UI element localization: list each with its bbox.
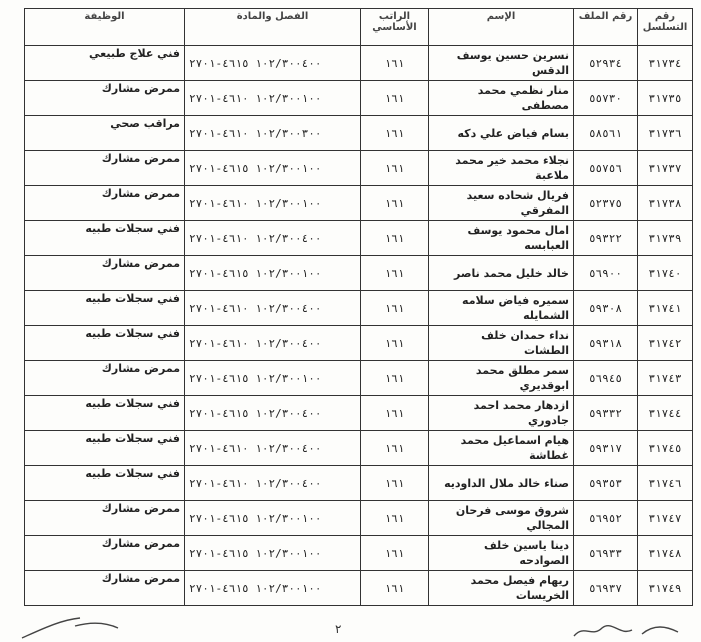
signature-scribble-left bbox=[20, 612, 120, 642]
cell-job: ممرض مشارك bbox=[25, 361, 185, 396]
cell-job: ممرض مشارك bbox=[25, 501, 185, 536]
cell-file-no: ٥٩٣٣٢ bbox=[574, 396, 638, 431]
table-row bbox=[25, 256, 693, 291]
cell-file-no: ٥٥٧٣٠ bbox=[574, 81, 638, 116]
cell-section: ١٠٢/٣٠٠٤٠٠ ٤٦١٠-٢٧٠١ bbox=[185, 431, 361, 466]
cell-name: بسام فياض علي دكه bbox=[429, 116, 574, 151]
cell-salary: ١٦١ bbox=[361, 466, 429, 501]
cell-section: ١٠٢/٣٠٠١٠٠ ٤٦١٥-٢٧٠١ bbox=[185, 151, 361, 186]
cell-salary: ١٦١ bbox=[361, 571, 429, 606]
table-row bbox=[25, 46, 693, 81]
cell-file-no: ٥٢٣٧٥ bbox=[574, 186, 638, 221]
header-row bbox=[25, 9, 693, 46]
cell-name: سمر مطلق محمد ابوقديري bbox=[429, 361, 574, 396]
cell-file-no: ٥٩٣١٨ bbox=[574, 326, 638, 361]
cell-job: ممرض مشارك bbox=[25, 536, 185, 571]
cell-file-no: ٥٢٩٣٤ bbox=[574, 46, 638, 81]
cell-serial: ٣١٧٤٠ bbox=[638, 256, 693, 291]
cell-serial: ٣١٧٤٤ bbox=[638, 396, 693, 431]
cell-file-no: ٥٦٩٤٥ bbox=[574, 361, 638, 396]
cell-salary: ١٦١ bbox=[361, 396, 429, 431]
cell-section: ١٠٢/٣٠٠٤٠٠ ٤٦١٠-٢٧٠١ bbox=[185, 221, 361, 256]
cell-file-no: ٥٦٩٣٧ bbox=[574, 571, 638, 606]
table-row bbox=[25, 396, 693, 431]
cell-salary: ١٦١ bbox=[361, 151, 429, 186]
table-row bbox=[25, 361, 693, 396]
cell-serial: ٣١٧٤٥ bbox=[638, 431, 693, 466]
cell-salary: ١٦١ bbox=[361, 361, 429, 396]
cell-name: ريهام فيصل محمد الخريسات bbox=[429, 571, 574, 606]
cell-section: ١٠٢/٣٠٠٤٠٠ ٤٦١٠-٢٧٠١ bbox=[185, 466, 361, 501]
employee-table bbox=[24, 8, 693, 606]
cell-name: شروق موسى فرحان المجالي bbox=[429, 501, 574, 536]
cell-serial: ٣١٧٣٩ bbox=[638, 221, 693, 256]
header-section: الفصل والمادة bbox=[185, 9, 361, 46]
table-row bbox=[25, 571, 693, 606]
cell-job: فني سجلات طبيه bbox=[25, 466, 185, 501]
cell-salary: ١٦١ bbox=[361, 186, 429, 221]
cell-section: ١٠٢/٣٠٠٤٠٠ ٤٦١٠-٢٧٠١ bbox=[185, 291, 361, 326]
header-serial: رقم التسلسل bbox=[638, 9, 693, 46]
cell-serial: ٣١٧٣٥ bbox=[638, 81, 693, 116]
table-body bbox=[25, 46, 693, 606]
table-row bbox=[25, 326, 693, 361]
cell-job: ممرض مشارك bbox=[25, 571, 185, 606]
cell-job: مراقب صحي bbox=[25, 116, 185, 151]
table-row bbox=[25, 81, 693, 116]
cell-job: فني سجلات طبيه bbox=[25, 326, 185, 361]
cell-section: ١٠٢/٣٠٠٤٠٠ ٤٦١٥-٢٧٠١ bbox=[185, 46, 361, 81]
cell-salary: ١٦١ bbox=[361, 431, 429, 466]
cell-serial: ٣١٧٣٦ bbox=[638, 116, 693, 151]
cell-name: نداء حمدان خلف الطشات bbox=[429, 326, 574, 361]
cell-name: نسرين حسين يوسف الدقس bbox=[429, 46, 574, 81]
cell-job: فني سجلات طبيه bbox=[25, 291, 185, 326]
cell-job: ممرض مشارك bbox=[25, 186, 185, 221]
cell-name: نجلاء محمد خير محمد ملاعبة bbox=[429, 151, 574, 186]
cell-file-no: ٥٩٣٥٣ bbox=[574, 466, 638, 501]
cell-serial: ٣١٧٤٦ bbox=[638, 466, 693, 501]
header-salary: الراتب الأساسي bbox=[361, 9, 429, 46]
cell-section: ١٠٢/٣٠٠١٠٠ ٤٦١٥-٢٧٠١ bbox=[185, 501, 361, 536]
table-row bbox=[25, 501, 693, 536]
cell-salary: ١٦١ bbox=[361, 536, 429, 571]
cell-salary: ١٦١ bbox=[361, 326, 429, 361]
cell-section: ١٠٢/٣٠٠٣٠٠ ٤٦١٠-٢٧٠١ bbox=[185, 116, 361, 151]
table-row bbox=[25, 536, 693, 571]
cell-section: ١٠٢/٣٠٠١٠٠ ٤٦١٥-٢٧٠١ bbox=[185, 256, 361, 291]
cell-job: ممرض مشارك bbox=[25, 151, 185, 186]
cell-section: ١٠٢/٣٠٠٤٠٠ ٤٦١٠-٢٧٠١ bbox=[185, 326, 361, 361]
cell-job: ممرض مشارك bbox=[25, 256, 185, 291]
cell-serial: ٣١٧٣٨ bbox=[638, 186, 693, 221]
cell-file-no: ٥٦٩٠٠ bbox=[574, 256, 638, 291]
cell-section: ١٠٢/٣٠٠١٠٠ ٤٦١٠-٢٧٠١ bbox=[185, 186, 361, 221]
cell-job: فني سجلات طبيه bbox=[25, 396, 185, 431]
cell-serial: ٣١٧٤٣ bbox=[638, 361, 693, 396]
cell-file-no: ٥٦٩٣٣ bbox=[574, 536, 638, 571]
table-row bbox=[25, 431, 693, 466]
page-number: ٢ bbox=[335, 622, 342, 636]
table-row bbox=[25, 116, 693, 151]
cell-section: ١٠٢/٣٠٠١٠٠ ٤٦١٥-٢٧٠١ bbox=[185, 571, 361, 606]
cell-job: ممرض مشارك bbox=[25, 81, 185, 116]
cell-name: سميره فياض سلامه الشمايله bbox=[429, 291, 574, 326]
cell-serial: ٣١٧٤٩ bbox=[638, 571, 693, 606]
cell-job: فني سجلات طبيه bbox=[25, 431, 185, 466]
cell-file-no: ٥٩٣١٧ bbox=[574, 431, 638, 466]
cell-name: هيام اسماعيل محمد غطاشة bbox=[429, 431, 574, 466]
table-row bbox=[25, 291, 693, 326]
cell-salary: ١٦١ bbox=[361, 81, 429, 116]
cell-serial: ٣١٧٤١ bbox=[638, 291, 693, 326]
cell-file-no: ٥٩٣٠٨ bbox=[574, 291, 638, 326]
cell-section: ١٠٢/٣٠٠٤٠٠ ٤٦١٥-٢٧٠١ bbox=[185, 396, 361, 431]
cell-section: ١٠٢/٣٠٠١٠٠ ٤٦١٥-٢٧٠١ bbox=[185, 361, 361, 396]
cell-name: دينا ياسين خلف الصوادحه bbox=[429, 536, 574, 571]
cell-salary: ١٦١ bbox=[361, 501, 429, 536]
cell-file-no: ٥٨٥٦١ bbox=[574, 116, 638, 151]
header-file-no: رقم الملف bbox=[574, 9, 638, 46]
cell-section: ١٠٢/٣٠٠١٠٠ ٤٦١٥-٢٧٠١ bbox=[185, 536, 361, 571]
cell-salary: ١٦١ bbox=[361, 256, 429, 291]
cell-name: امال محمود يوسف العبابسه bbox=[429, 221, 574, 256]
cell-salary: ١٦١ bbox=[361, 221, 429, 256]
header-name: الإسم bbox=[429, 9, 574, 46]
cell-serial: ٣١٧٤٢ bbox=[638, 326, 693, 361]
cell-serial: ٣١٧٤٧ bbox=[638, 501, 693, 536]
cell-file-no: ٥٦٩٥٢ bbox=[574, 501, 638, 536]
table-row bbox=[25, 466, 693, 501]
table-row bbox=[25, 151, 693, 186]
cell-salary: ١٦١ bbox=[361, 116, 429, 151]
cell-name: خالد خليل محمد ناصر bbox=[429, 256, 574, 291]
cell-file-no: ٥٩٣٢٢ bbox=[574, 221, 638, 256]
cell-serial: ٣١٧٣٤ bbox=[638, 46, 693, 81]
cell-section: ١٠٢/٣٠٠١٠٠ ٤٦١٠-٢٧٠١ bbox=[185, 81, 361, 116]
cell-name: فريال شحاده سعيد المفرقي bbox=[429, 186, 574, 221]
cell-salary: ١٦١ bbox=[361, 291, 429, 326]
table-row bbox=[25, 186, 693, 221]
cell-serial: ٣١٧٣٧ bbox=[638, 151, 693, 186]
table-row bbox=[25, 221, 693, 256]
cell-job: فني علاج طبيعي bbox=[25, 46, 185, 81]
cell-name: صناء خالد ملال الداوديه bbox=[429, 466, 574, 501]
signature-scribble-right bbox=[570, 618, 680, 642]
cell-name: ازدهار محمد احمد جادوري bbox=[429, 396, 574, 431]
cell-job: فني سجلات طبيه bbox=[25, 221, 185, 256]
cell-name: منار نظمي محمد مصطفى bbox=[429, 81, 574, 116]
cell-file-no: ٥٥٧٥٦ bbox=[574, 151, 638, 186]
cell-salary: ١٦١ bbox=[361, 46, 429, 81]
header-job: الوظيفة bbox=[25, 9, 185, 46]
cell-serial: ٣١٧٤٨ bbox=[638, 536, 693, 571]
